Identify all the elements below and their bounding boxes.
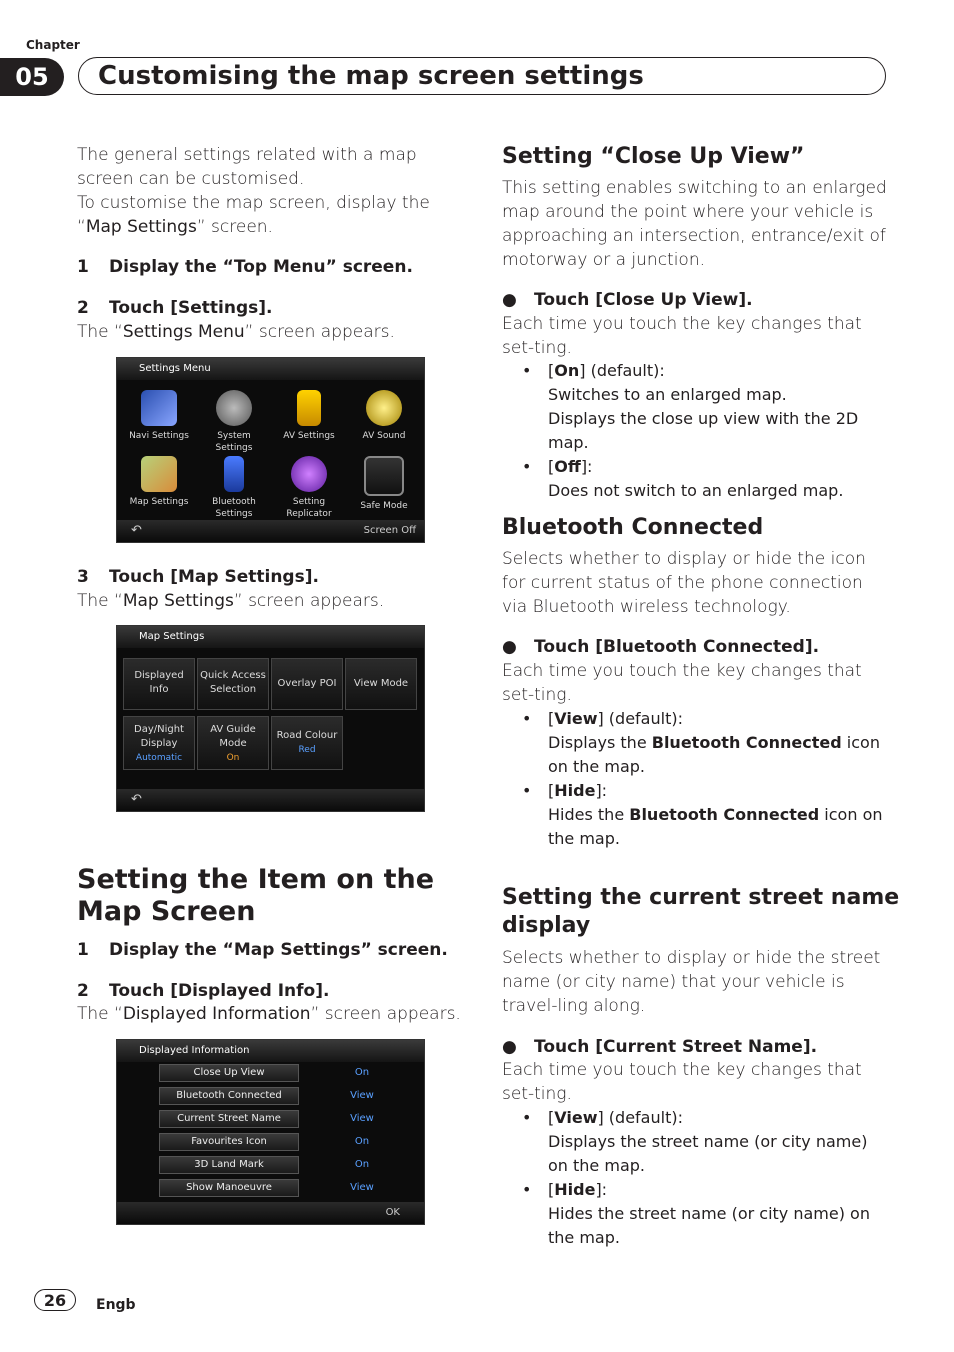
close-up-touch: ● Touch [Close Up View]. xyxy=(502,290,753,310)
ok-button[interactable]: OK xyxy=(385,1207,400,1218)
music-note-icon xyxy=(297,390,321,426)
row-show-manoeuvre[interactable]: Show Manoeuvre xyxy=(159,1179,299,1197)
tile-av-settings[interactable]: AV Settings xyxy=(274,390,344,442)
bullet-icon: ● xyxy=(502,1037,517,1057)
view-mode-button[interactable]: View Mode xyxy=(345,658,417,710)
map-icon xyxy=(141,456,177,492)
bullet-icon: ● xyxy=(502,290,517,310)
page-number: 26 xyxy=(34,1289,76,1311)
intro-text: The general settings related with a map screen can be customised. xyxy=(77,145,417,189)
tile-system-settings[interactable]: System Settings xyxy=(199,390,269,454)
bluetooth-desc: Selects whether to display or hide the icon for current status of the phone connection via Bluetooth wireless technology. xyxy=(502,549,866,617)
flag-icon xyxy=(141,390,177,426)
bottom-bar xyxy=(117,1202,424,1224)
bottom-bar xyxy=(117,520,424,542)
row-value: View xyxy=(350,1182,374,1193)
bottom-bar xyxy=(117,789,424,811)
bluetooth-touch: ● Touch [Bluetooth Connected]. xyxy=(502,637,820,657)
street-name-desc: Selects whether to display or hide the street name (or city name) that your vehicle is travel-ling along. xyxy=(502,948,881,1016)
step-3-note: The “Map Settings” screen appears. xyxy=(77,591,385,611)
street-name-each: Each time you touch the key changes that set-ting. xyxy=(502,1060,862,1104)
intro-block xyxy=(77,143,469,239)
tile-safe-mode[interactable]: Safe Mode xyxy=(349,456,419,512)
monitor-icon xyxy=(364,456,404,496)
step-1: 1 Display the “Top Menu” screen. xyxy=(77,257,413,277)
back-icon[interactable]: ↶ xyxy=(131,792,142,807)
back-icon[interactable]: ↶ xyxy=(131,523,142,538)
row-value: On xyxy=(354,1136,370,1147)
close-up-desc: This setting enables switching to an enlarged map around the point where your vehicle is approaching an intersection, entrance/exit of motorway or a junction. xyxy=(502,178,887,270)
bluetooth-options: • [View] (default): Displays the Bluetooth Connected icon on the map. • [Hide]: Hides the Bluetooth Connected icon on the map. xyxy=(522,709,883,848)
step-2-note: The “Settings Menu” screen appears. xyxy=(77,322,395,342)
bluetooth-title: Bluetooth Connected xyxy=(502,515,764,540)
displayed-information-screenshot xyxy=(116,1039,425,1225)
row-favourites-icon[interactable]: Favourites Icon xyxy=(159,1133,299,1151)
speaker-icon xyxy=(366,390,402,426)
settings-menu-screenshot xyxy=(116,357,425,543)
row-value: View xyxy=(350,1113,374,1124)
tile-setting-replicator[interactable]: Setting Replicator xyxy=(274,456,344,520)
row-3d-land-mark[interactable]: 3D Land Mark xyxy=(159,1156,299,1174)
language-code: Engb xyxy=(96,1297,136,1313)
row-value: On xyxy=(354,1067,370,1078)
street-name-title: Setting the current street name display xyxy=(502,885,900,938)
road-colour-button[interactable]: Road Colour Red xyxy=(271,716,343,770)
row-close-up-view[interactable]: Close Up View xyxy=(159,1064,299,1082)
displayed-info-button[interactable]: Displayed Info xyxy=(123,658,195,710)
overlay-poi-button[interactable]: Overlay POI xyxy=(271,658,343,710)
section-step-2-note: The “Displayed Information” screen appears. xyxy=(77,1004,461,1024)
row-current-street-name[interactable]: Current Street Name xyxy=(159,1110,299,1128)
street-name-options: • [View] (default): Displays the street name (or city name) on the map. • [Hide]: Hides the street name (or city name) on the map. xyxy=(522,1108,870,1247)
row-value: View xyxy=(350,1090,374,1101)
replicator-icon xyxy=(291,456,327,492)
av-guide-mode-button[interactable]: AV Guide Mode On xyxy=(197,716,269,770)
row-value: On xyxy=(354,1159,370,1170)
step-3: 3 Touch [Map Settings]. xyxy=(77,567,319,587)
map-settings-screenshot xyxy=(116,625,425,812)
step-2: 2 Touch [Settings]. xyxy=(77,298,273,318)
bullet-icon: ● xyxy=(502,637,517,657)
screen-title: Displayed Information xyxy=(117,1040,424,1062)
quick-access-selection-button[interactable]: Quick Access Selection xyxy=(197,658,269,710)
tile-av-sound[interactable]: AV Sound xyxy=(349,390,419,442)
gear-icon xyxy=(216,390,252,426)
section-step-2: 2 Touch [Displayed Info]. xyxy=(77,981,330,1001)
close-up-options: • [On] (default): Switches to an enlarged map. Displays the close up view with the 2D map. • [Off]: Does not switch to an enlarged map. xyxy=(522,361,859,500)
close-up-each: Each time you touch the key changes that set-ting. xyxy=(502,314,862,358)
street-name-touch: ● Touch [Current Street Name]. xyxy=(502,1037,818,1057)
tile-bluetooth-settings[interactable]: Bluetooth Settings xyxy=(199,456,269,520)
bluetooth-icon xyxy=(224,456,244,492)
close-up-title: Setting “Close Up View” xyxy=(502,144,805,169)
chapter-label: Chapter xyxy=(26,38,80,52)
section-title: Setting the Item on the Map Screen xyxy=(77,864,435,927)
section-step-1: 1 Display the “Map Settings” screen. xyxy=(77,940,448,960)
intro-text-2: To customise the map screen, display the “Map Settings” screen. xyxy=(77,193,430,237)
chapter-number: 05 xyxy=(0,58,64,96)
tile-map-settings[interactable]: Map Settings xyxy=(124,456,194,508)
screen-title: Settings Menu xyxy=(117,358,424,380)
screen-off-button[interactable]: Screen Off xyxy=(363,525,416,536)
row-bluetooth-connected[interactable]: Bluetooth Connected xyxy=(159,1087,299,1105)
screen-title: Map Settings xyxy=(117,626,424,648)
chapter-title: Customising the map screen settings xyxy=(98,61,644,91)
tile-navi-settings[interactable]: Navi Settings xyxy=(124,390,194,442)
day-night-display-button[interactable]: Day/Night Display Automatic xyxy=(123,716,195,770)
bluetooth-each: Each time you touch the key changes that set-ting. xyxy=(502,661,862,705)
